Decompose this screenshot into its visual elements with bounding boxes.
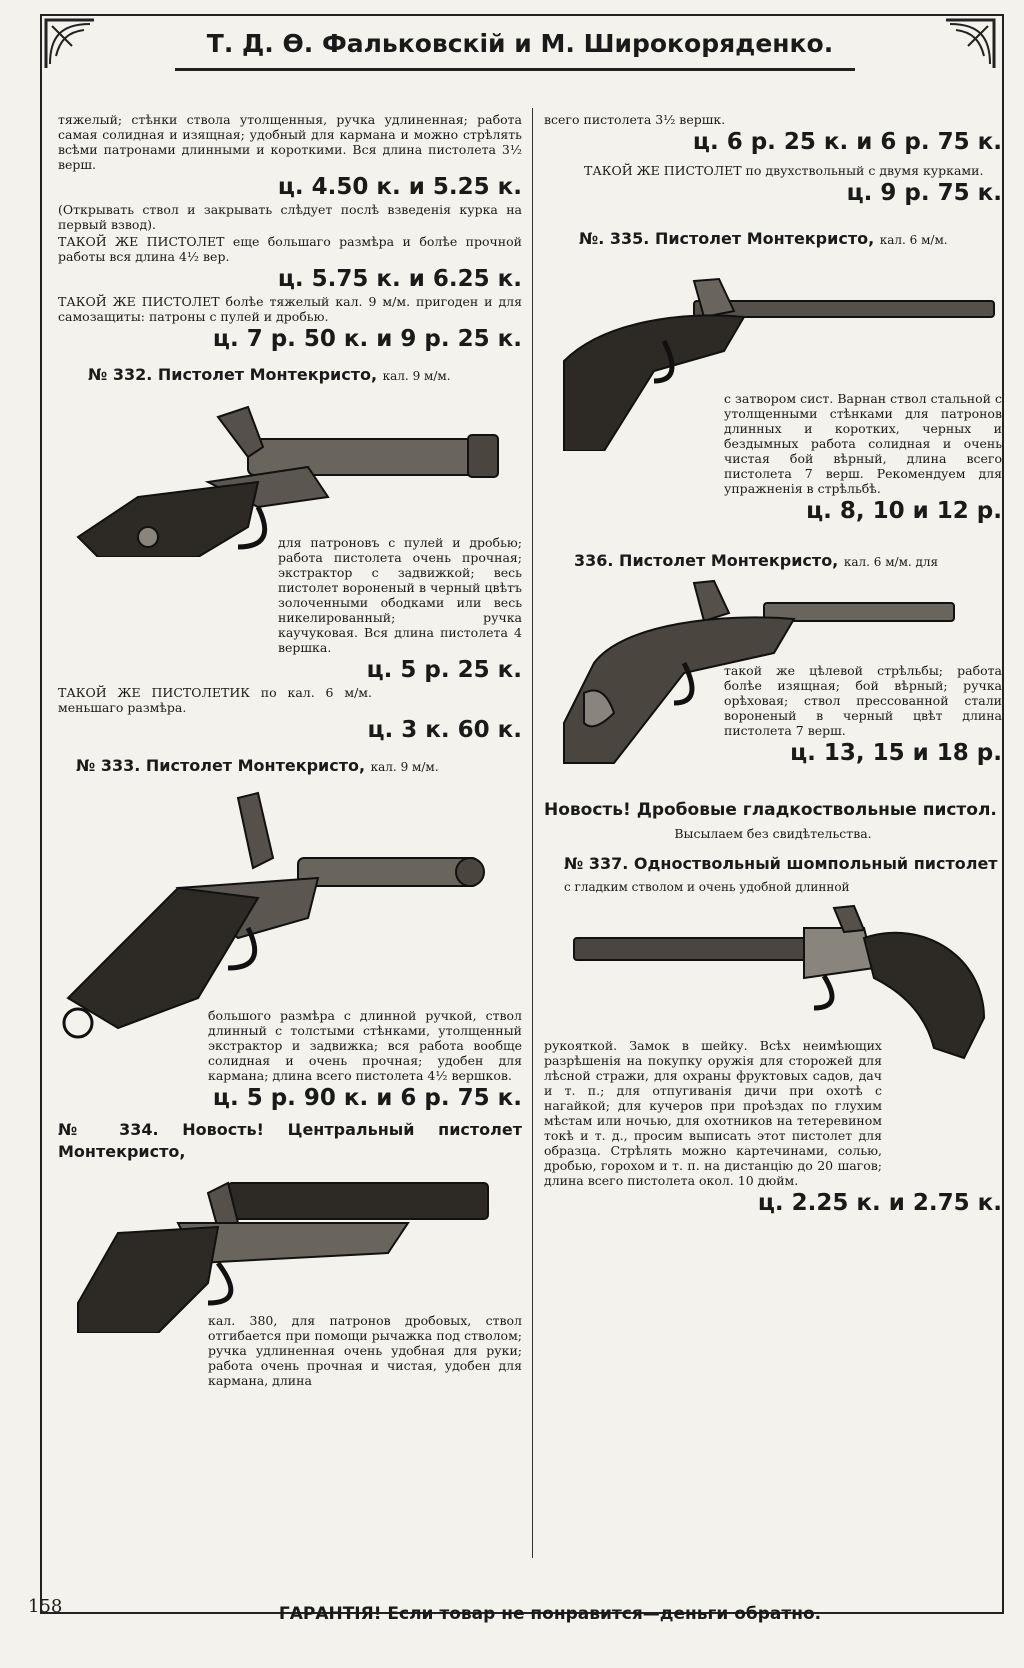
item-334-heading: [58, 1119, 522, 1163]
item-336-heading: [544, 550, 1002, 573]
item-337-heading: [544, 853, 1002, 898]
item-335-price: ц. 8, 10 и 12 р.: [806, 498, 1002, 524]
column-divider: [532, 108, 533, 1558]
page-header-title: Т. Д. Ѳ. Фальковскій и М. Широкоряденко.: [206, 29, 834, 58]
intro-description: тяжелый; стѣнки ствола утолщенныя, ручка удлиненная; работа самая солидная и изящная; удобный для кармана и можно стрѣлять всѣми патронами длинными и короткими. Вся длина пистолета 3½ верш.: [58, 112, 522, 172]
same-pistol-2-price: ц. 7 р. 50 к. и 9 р. 25 к.: [212, 326, 522, 352]
item-333-price: ц. 5 р. 90 к. и 6 р. 75 к.: [212, 1085, 522, 1111]
item-336-title: 336. Пистолет Монтекристо,: [574, 551, 839, 570]
item-332-title: № 332. Пистолет Монтекристо,: [88, 365, 378, 384]
item-333-description: большого размѣра с длинной ручкой, ствол длинный с толстыми стѣнками, утолщенный экстрактор и задвижка; вся работа вообще солидная и очень прочная; удобен для кармана; длина всего пистолета 4½ вершков.: [208, 1008, 522, 1083]
intro-note: (Открывать ствол и закрывать слѣдует послѣ взведенія курка на первый взвод).: [58, 202, 522, 232]
item-335-title: №. 335. Пистолет Монтекристо,: [579, 229, 875, 248]
item-335-description: с затвором сист. Варнан ствол стальной с утолщенными стѣнками для патронов длинных и коротких, черных и бездымных работа солидная и очень чистая бой вѣрный, длина всего пистолета 7 верш. Рекомендуем для упражненія в стрѣльбѣ.: [724, 391, 1002, 496]
item-337-price: ц. 2.25 к. и 2.75 к.: [757, 1190, 1002, 1216]
item-336-description: такой же цѣлевой стрѣльбы; работа болѣе изящная; бой вѣрный; ручка орѣховая; ствол прессованной стали вороненый в черный цвѣт длина пистолета 7 верш.: [724, 663, 1002, 738]
item-335-heading: [544, 228, 1002, 251]
item-333-caliber: кал. 9 м/м.: [370, 760, 439, 774]
item-334-title: № 334. Новость! Центральный пистолет Монтекристо,: [58, 1120, 522, 1161]
same-pistol-1-price: ц. 5.75 к. и 6.25 к.: [277, 266, 522, 292]
news-subheading: Высылаем без свидѣтельства.: [674, 826, 872, 841]
item-332-price: ц. 5 р. 25 к.: [366, 657, 522, 683]
item-337-title: № 337. Одноствольный шомпольный пистолет: [564, 854, 998, 873]
item-337-description: рукояткой. Замок в шейку. Всѣх неимѣющих разрѣшенія на покупку оружія для сторожей для лѣсной стражи, для охраны фруктовых садов, дач и т. п.; для отпугиванія дичи при охотѣ с нагайкой; для кучеров при проѣздах по глухим мѣстам или ночью, для охотников на тетеревином токѣ и т. д., просим выписать этот пистолет для образца. Стрѣлять можно картечинами, солью, дробью, горохом и т. п. на дистанцію до 20 шагов; длина всего пистолета окол. 10 дюйм.: [544, 1038, 882, 1188]
news-heading: Новость! Дробовые гладкоствольные пистол.: [544, 800, 997, 820]
top-price: ц. 6 р. 25 к. и 6 р. 75 к.: [692, 129, 1002, 155]
item-334-description: кал. 380, для патронов дробовых, ствол отгибается при помощи рычажка под стволом; ручка удлиненная очень удобная для руки; работа очень прочная и чистая, удобен для кармана, длина: [208, 1313, 522, 1388]
item-335-caliber: кал. 6 м/м.: [879, 233, 948, 247]
double-barrel-description: ТАКОЙ ЖЕ ПИСТОЛЕТ по двухствольный с двумя курками.: [584, 163, 984, 178]
double-barrel-price: ц. 9 р. 75 к.: [846, 180, 1002, 206]
item-336-caliber: кал. 6 м/м. для: [843, 555, 939, 569]
item-333-heading: [58, 755, 522, 778]
pistol-332-illustration: [58, 387, 522, 557]
header-rule: [175, 68, 855, 71]
item-337-caliber: с гладким стволом и очень удобной длинной: [564, 880, 850, 894]
corner-ornament-top-left: [42, 16, 98, 72]
intro-price: ц. 4.50 к. и 5.25 к.: [277, 174, 522, 200]
item-333-title: № 333. Пистолет Монтекристо,: [76, 756, 366, 775]
item-332-small-price: ц. 3 к. 60 к.: [367, 717, 522, 743]
item-332-small-description: ТАКОЙ ЖЕ ПИСТОЛЕТИК по кал. 6 м/м. меньшаго размѣра.: [58, 685, 372, 715]
item-332-heading: [58, 364, 522, 387]
left-column: [58, 112, 522, 1388]
item-336-price: ц. 13, 15 и 18 р.: [790, 740, 1002, 766]
item-332-caliber: кал. 9 м/м.: [382, 369, 451, 383]
corner-ornament-top-right: [942, 16, 998, 72]
same-pistol-1-description: ТАКОЙ ЖЕ ПИСТОЛЕТ еще большаго размѣра и болѣе прочной работы вся длина 4½ вер.: [58, 234, 522, 264]
same-pistol-2-description: ТАКОЙ ЖЕ ПИСТОЛЕТ болѣе тяжелый кал. 9 м/м. пригоден и для самозащиты: патроны с пулей и дробью.: [58, 294, 522, 324]
right-column: [544, 112, 1002, 1218]
page-number: 158: [28, 1596, 63, 1617]
top-continuation-text: всего пистолета 3½ вершк.: [544, 112, 726, 127]
item-332-description: для патроновъ с пулей и дробью; работа пистолета очень прочная; экстрактор с задвижкой; весь пистолет вороненый в черный цвѣтъ золоченными ободками или весь никелированный; ручка каучуковая. Вся длина пистолета 4 вершка.: [278, 535, 522, 655]
pistol-334-illustration: [58, 1163, 522, 1333]
guarantee-footer: ГАРАНТІЯ! Если товар не понравится—деньги обратно.: [278, 1604, 822, 1624]
